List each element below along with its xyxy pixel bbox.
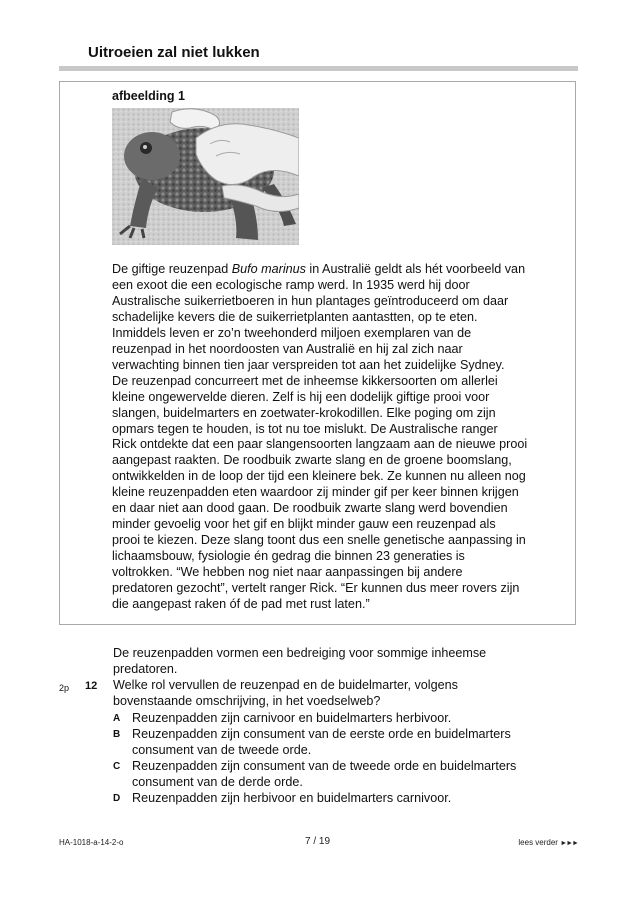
option-text: Reuzenpadden zijn consument van de eerste orde en buidelmarters <box>132 726 511 741</box>
article-text <box>112 262 564 613</box>
answer-options <box>113 711 573 806</box>
article-line: kleine ongewervelde dieren. Zelf is hij een dodelijk giftige prooi voor <box>112 389 490 404</box>
option-letter: C <box>113 760 121 772</box>
figure-label: afbeelding 1 <box>112 89 185 103</box>
article-line: voltrokken. “We hebben nog niet naar aanpassingen bij andere <box>112 565 463 580</box>
exam-code: HA-1018-a-14-2-o <box>59 838 124 847</box>
article-line: predatoren gezocht”, vertelt ranger Rick. “Er kunnen dus meer rovers zijn <box>112 581 520 596</box>
article-line: minder gevoelig voor het gif en blijkt minder gauw een reuzenpad als <box>112 517 496 532</box>
species-name: Bufo marinus <box>231 262 306 276</box>
article-line: De reuzenpad concurreert met de inheemse kikkersoorten om allerlei <box>112 373 498 388</box>
header-rule <box>59 66 578 71</box>
article-line: Rick ontdekte dat een paar slangensoorten langzaam aan de nieuwe prooi <box>112 437 528 452</box>
question-text: Welke rol vervullen de reuzenpad en de buidelmarter, volgens <box>113 677 458 692</box>
article-line: reuzenpad in het noordoosten van Australië en hij zal zich naar <box>112 341 463 356</box>
question-text: bovenstaande omschrijving, in het voedselweb? <box>113 693 381 708</box>
arrows-right-icon: ►►► <box>560 840 578 847</box>
option-letter: A <box>113 713 121 724</box>
article-line: De giftige reuzenpad Bufo marinus in Australië geldt als hét voorbeeld van <box>112 262 526 276</box>
article-line: ontwikkelden in de loop der tijd een kleinere bek. Ze kunnen nu alleen nog <box>112 469 526 484</box>
article-line: Australische suikerrietboeren in hun plantages geïntroduceerd om daar <box>112 293 509 308</box>
article-line: prooi te kiezen. Deze slang toont dus een snelle genetische aanpassing in <box>112 533 526 548</box>
answer-option-b[interactable] <box>113 727 573 759</box>
article-line: die aangepast raken óf de pad met rust laten.” <box>112 597 370 612</box>
answer-option-d[interactable] <box>113 791 573 807</box>
toad-photo <box>112 108 299 245</box>
article-line: aangepast raakten. De roodbuik zwarte slang en de groene boomslang, <box>112 453 512 468</box>
option-text: Reuzenpadden zijn herbivoor en buidelmarters carnivoor. <box>132 790 452 805</box>
question-number: 12 <box>85 680 98 692</box>
question-score: 2p <box>59 683 70 693</box>
page-number: 7 / 19 <box>305 836 331 847</box>
article-line: verwachting binnen tien jaar verspreiden tot aan het zuidelijke Sydney. <box>112 357 505 372</box>
article-line: opmars tegen te houden, is tot nu toe mislukt. De Australische ranger <box>112 421 498 436</box>
answer-option-c[interactable] <box>113 759 573 791</box>
article-line: een exoot die een ecologische ramp werd. In 1935 werd hij door <box>112 277 470 292</box>
article-line: kleine reuzenpadden eten waardoor zij minder gif per keer binnen krijgen <box>112 485 519 500</box>
question-intro: De reuzenpadden vormen een bedreiging voor sommige inheemse <box>113 646 487 660</box>
option-text: consument van de tweede orde. <box>132 742 312 757</box>
article-line: en daar niet aan dood gaan. De roodbuik zwarte slang werd bovendien <box>112 501 508 516</box>
article-line: slangen, buidelmarters en zoetwater-krokodillen. Elke poging om zijn <box>112 405 496 420</box>
question-block <box>113 646 563 710</box>
option-text: consument van de derde orde. <box>132 774 303 789</box>
answer-option-a[interactable] <box>113 711 573 727</box>
question-intro: predatoren. <box>113 661 178 676</box>
next-page-link[interactable] <box>518 838 578 847</box>
option-text: Reuzenpadden zijn carnivoor en buidelmarters herbivoor. <box>132 711 452 725</box>
next-page-label: lees verder <box>518 838 558 847</box>
option-text: Reuzenpadden zijn consument van de tweede orde en buidelmarters <box>132 758 517 773</box>
article-line: schadelijke kevers die de suikerrietplanten aantastten, op te eten. <box>112 309 478 324</box>
option-letter: B <box>113 728 121 740</box>
article-line: lichaamsbouw, fysiologie én gedrag die binnen 23 generaties is <box>112 549 465 564</box>
option-letter: D <box>113 792 121 804</box>
article-line: Inmiddels leven er zo’n tweehonderd miljoen exemplaren van de <box>112 325 472 340</box>
page-title: Uitroeien zal niet lukken <box>88 44 260 61</box>
